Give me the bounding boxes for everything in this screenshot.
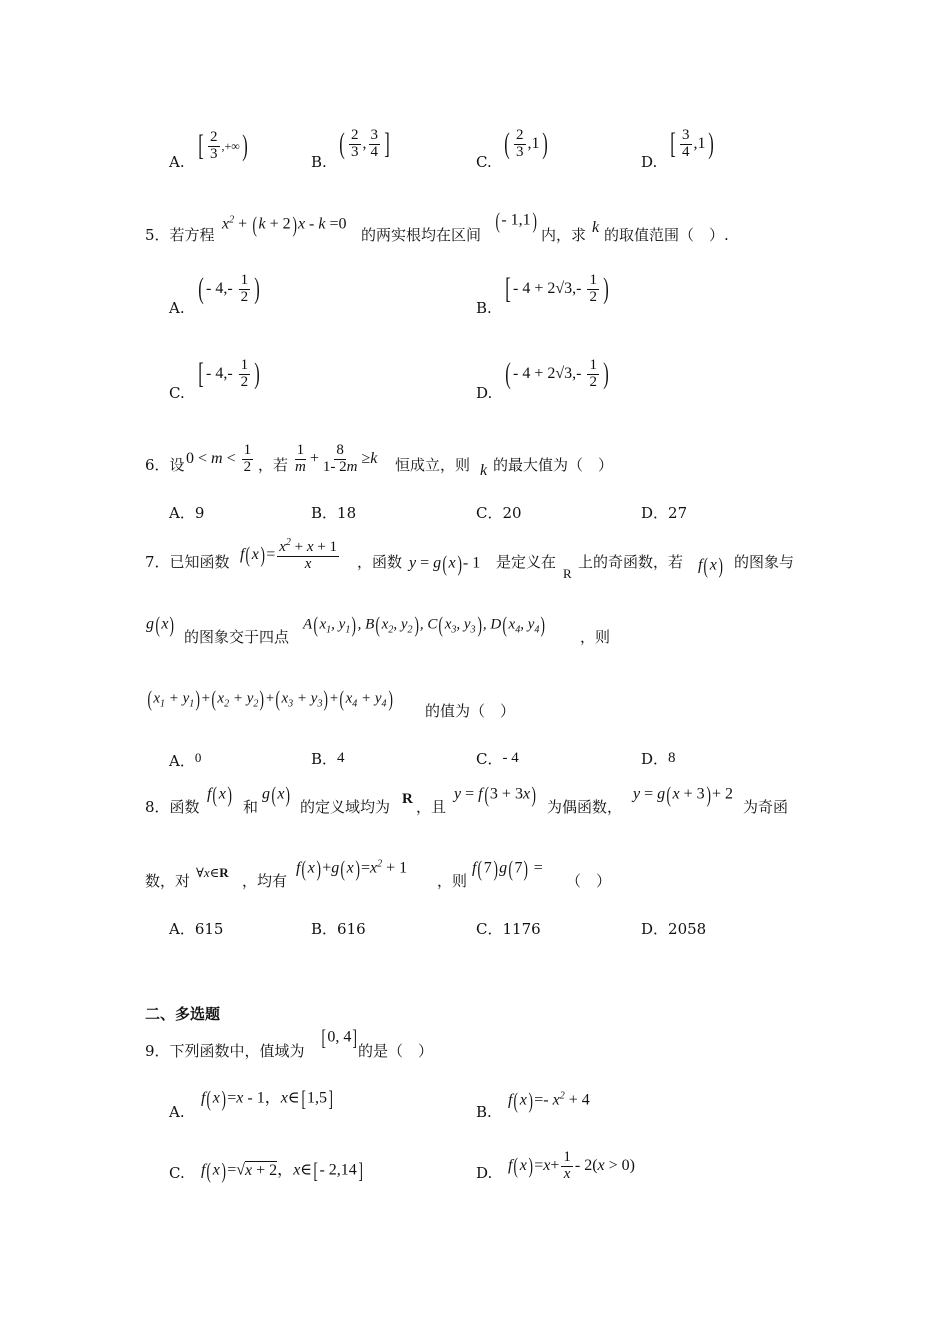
q9-stem: 9．下列函数中，值域为 <box>145 1042 305 1060</box>
q6-option-d: D．27 <box>641 504 688 522</box>
q7-fx: f(x) <box>698 553 723 578</box>
q7-then: ，则 <box>580 628 611 646</box>
q4-option-c-label: C. <box>476 153 492 171</box>
q4-option-a-math: [ $\frac{2}{3}$ ,+∞) <box>198 129 248 163</box>
q8-gx: g(x) <box>262 782 291 807</box>
q8-line2a: 数，对 <box>145 872 191 890</box>
q4-option-b-math: ( $\frac{2}{3}$ , $\frac{3}{4}$ ] <box>339 127 390 161</box>
q7-stem: 7．已知函数 <box>145 553 230 571</box>
q5-equation: $x^2 + (k + 2)x - k =0$ <box>222 212 347 237</box>
q5-option-b-math: [ - 4 + 2√3,- $\frac{1}{2}$ ) <box>505 272 609 306</box>
q8-forall: ∀x∈R <box>196 865 229 880</box>
q8-stem-mid3: 为偶函数， <box>547 798 623 816</box>
q9-option-c-math: f(x)=√x + 2，x∈[- 2,14] <box>201 1158 363 1183</box>
q7-line2: 的图象交于四点 <box>184 628 290 646</box>
q6-stem-end: 的最大值为（ ） <box>493 456 614 474</box>
q7-fx-def: f(x)= $\frac{x^2 + x + 1}{x}$ <box>240 537 338 572</box>
q8-option-d: D．2058 <box>641 920 707 938</box>
q6-option-b: B．18 <box>311 504 357 522</box>
q9-option-d-math: f(x)=x+ $\frac{1}{x}$ - 2(x > 0) <box>508 1149 636 1182</box>
q7-stem-mid4: 的图象与 <box>734 553 795 571</box>
q5-option-d-label: D. <box>476 384 493 402</box>
q8-stem-mid2: ，且 <box>416 798 447 816</box>
q8-R: R <box>402 791 413 807</box>
q7-option-b: B．4 <box>311 750 345 768</box>
q7-stem-mid3: 上的奇函数，若 <box>578 553 684 571</box>
q9-option-d-label: D. <box>476 1164 493 1182</box>
q4-option-b-label: B. <box>311 153 327 171</box>
section-heading-multiple-choice: 二、多选题 <box>145 1005 221 1023</box>
q9-option-b-math: f(x)=- $x^2 + 4$ <box>508 1088 590 1113</box>
q8-and: 和 <box>243 798 259 816</box>
q8-fx: f(x) <box>207 782 232 807</box>
q5-k: k <box>592 219 600 236</box>
q7-stem-mid2: 是定义在 <box>496 553 557 571</box>
q7-option-d: D．8 <box>641 750 676 768</box>
q5-option-c-math: [ - 4,- $\frac{1}{2}$ ) <box>198 357 260 391</box>
q6-condition: 0 < m < $\frac{1}{2}$ <box>186 442 252 475</box>
q6-option-c: C．20 <box>476 504 522 522</box>
q8-sum-eq: $f(x)+g(x)=x^2 + 1$ <box>296 856 408 881</box>
q7-option-a: A．0 <box>169 750 202 770</box>
q4-option-c-math: ( $\frac{2}{3}$ ,1) <box>504 127 548 161</box>
q5-option-c-label: C. <box>169 384 185 402</box>
q7-R: R <box>563 566 572 581</box>
q5-interval: (- 1,1) <box>495 208 537 233</box>
q8-end: （ ） <box>566 872 612 890</box>
q8-option-a: A．615 <box>169 920 224 938</box>
q8-option-b: B．616 <box>311 920 366 938</box>
q8-odd: y = g(x + 3)+ 2 <box>633 782 733 807</box>
q8-line2c: ，则 <box>437 872 468 890</box>
q9-range: [0, 4] <box>321 1025 358 1050</box>
q6-inequality: $\frac{1}{m}$ + $\frac{8}{1- 2m}$ ≥k <box>295 442 378 475</box>
q9-option-a-label: A. <box>169 1103 185 1121</box>
q5-stem: 5．若方程 <box>145 226 215 244</box>
q9-stem-end: 的是（ ） <box>358 1042 434 1060</box>
q6-stem-mid: ，若 <box>258 456 289 474</box>
q5-stem-end: 的取值范围（ ）. <box>604 226 729 244</box>
q7-option-c: C．- 4 <box>476 750 519 768</box>
q6-stem-mid2: 恒成立，则 <box>395 456 471 474</box>
q6-option-a: A．9 <box>169 504 205 522</box>
q8-product: f(7)g(7) = <box>472 856 543 881</box>
q7-sum-expr: $(x_1 + y_1)+(x_2 + y_2)+(x_3 + y_3)+(x_4 + y_4)$ <box>147 686 393 711</box>
q7-stem-mid: ，函数 <box>357 553 403 571</box>
q4-option-d-label: D. <box>641 153 658 171</box>
q8-stem: 8．函数 <box>145 798 200 816</box>
q8-stem-mid4: 为奇函 <box>743 798 789 816</box>
q9-option-c-label: C. <box>169 1164 185 1182</box>
q5-option-d-math: ( - 4 + 2√3,- $\frac{1}{2}$ ) <box>505 357 609 391</box>
q7-line3-end: 的值为（ ） <box>425 702 516 720</box>
q4-option-d-math: [ $\frac{3}{4}$ ,1) <box>670 127 714 161</box>
q5-option-a-label: A. <box>169 299 185 317</box>
q8-stem-mid: 的定义域均为 <box>300 798 391 816</box>
q5-stem-mid: 的两实根均在区间 <box>361 226 482 244</box>
q4-option-a-label: A. <box>169 153 185 171</box>
q5-stem-mid2: 内，求 <box>541 226 587 244</box>
q8-line2b: ，均有 <box>242 872 288 890</box>
q7-points: $A(x_1$, $y_1$), $B(x_2$, $y_2$), $C(x_3$, $y_3$), $D(x_4$, $y_4$) <box>303 612 546 637</box>
q6-stem: 6．设 <box>145 456 185 474</box>
q8-option-c: C．1176 <box>476 920 541 938</box>
q9-option-a-math: f(x)=x - 1，x∈[1,5] <box>201 1086 333 1111</box>
q8-even: y = f(3 + 3x) <box>454 782 536 807</box>
q9-option-b-label: B. <box>476 1103 492 1121</box>
q7-gx: y = g(x)- 1 <box>409 551 481 576</box>
q6-k: k <box>480 462 488 479</box>
q5-option-b-label: B. <box>476 299 492 317</box>
q5-option-a-math: ( - 4,- $\frac{1}{2}$ ) <box>198 272 260 306</box>
q7-gx2: g(x) <box>146 612 175 637</box>
